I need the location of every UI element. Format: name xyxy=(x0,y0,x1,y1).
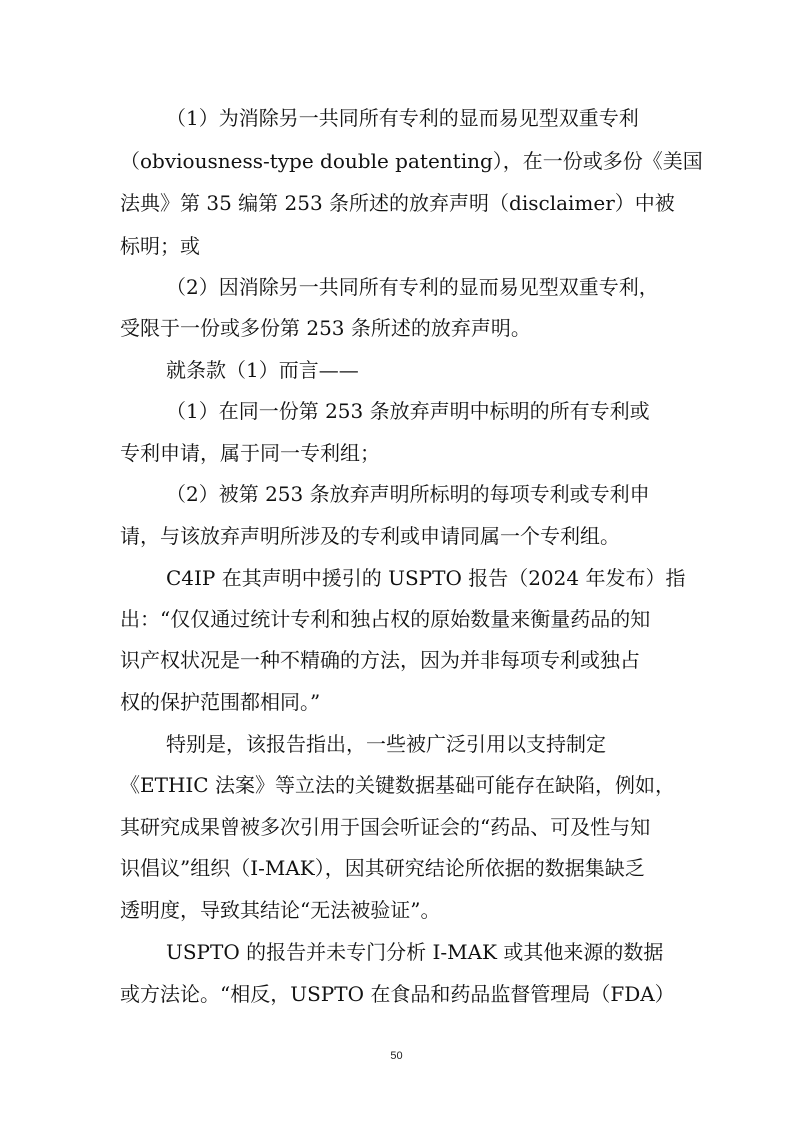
text-line: 专利申请，属于同一专利组； xyxy=(120,441,380,465)
text-line: 或方法论。“相反，USPTO 在食品和药品监督管理局（FDA） xyxy=(120,982,675,1006)
page-number: 50 xyxy=(390,1050,403,1062)
text-line: 出：“仅仅通过统计专利和独占权的原始数量来衡量药品的知 xyxy=(120,607,651,631)
text-line: 识倡议”组织（I-MAK），因其研究结论所依据的数据集缺乏 xyxy=(120,856,645,880)
text-line: C4IP 在其声明中援引的 USPTO 报告（2024 年发布）指 xyxy=(166,566,686,590)
text-line: 请，与该放弃声明所涉及的专利或申请同属一个专利组。 xyxy=(120,524,620,548)
text-line: （obviousness-type double patenting），在一份或多份《美国 xyxy=(120,149,703,173)
text-line: 受限于一份或多份第 253 条所述的放弃声明。 xyxy=(120,316,531,340)
text-line: 《ETHIC 法案》等立法的关键数据基础可能存在缺陷，例如， xyxy=(120,773,675,797)
text-line: 就条款（1）而言—— xyxy=(166,358,359,382)
text-line: 特别是，该报告指出，一些被广泛引用以支持制定 xyxy=(166,732,606,756)
text-line: （1）为消除另一共同所有专利的显而易见型双重专利 xyxy=(166,106,639,130)
text-line: （2）因消除另一共同所有专利的显而易见型双重专利， xyxy=(166,275,659,299)
text-line: （1）在同一份第 253 条放弃声明中标明的所有专利或 xyxy=(166,399,650,423)
text-line: 识产权状况是一种不精确的方法，因为并非每项专利或独占 xyxy=(120,648,640,672)
text-line: 透明度，导致其结论“无法被验证”。 xyxy=(120,898,441,922)
text-line: 法典》第 35 编第 253 条所述的放弃声明（disclaimer）中被 xyxy=(120,191,675,215)
text-line: 标明；或 xyxy=(120,234,200,258)
text-line: 其研究成果曾被多次引用于国会听证会的“药品、可及性与知 xyxy=(120,815,651,839)
text-line: USPTO 的报告并未专门分析 I-MAK 或其他来源的数据 xyxy=(166,940,664,964)
text-line: 权的保护范围都相同。” xyxy=(120,690,321,714)
text-line: （2）被第 253 条放弃声明所标明的每项专利或专利申 xyxy=(166,482,650,506)
